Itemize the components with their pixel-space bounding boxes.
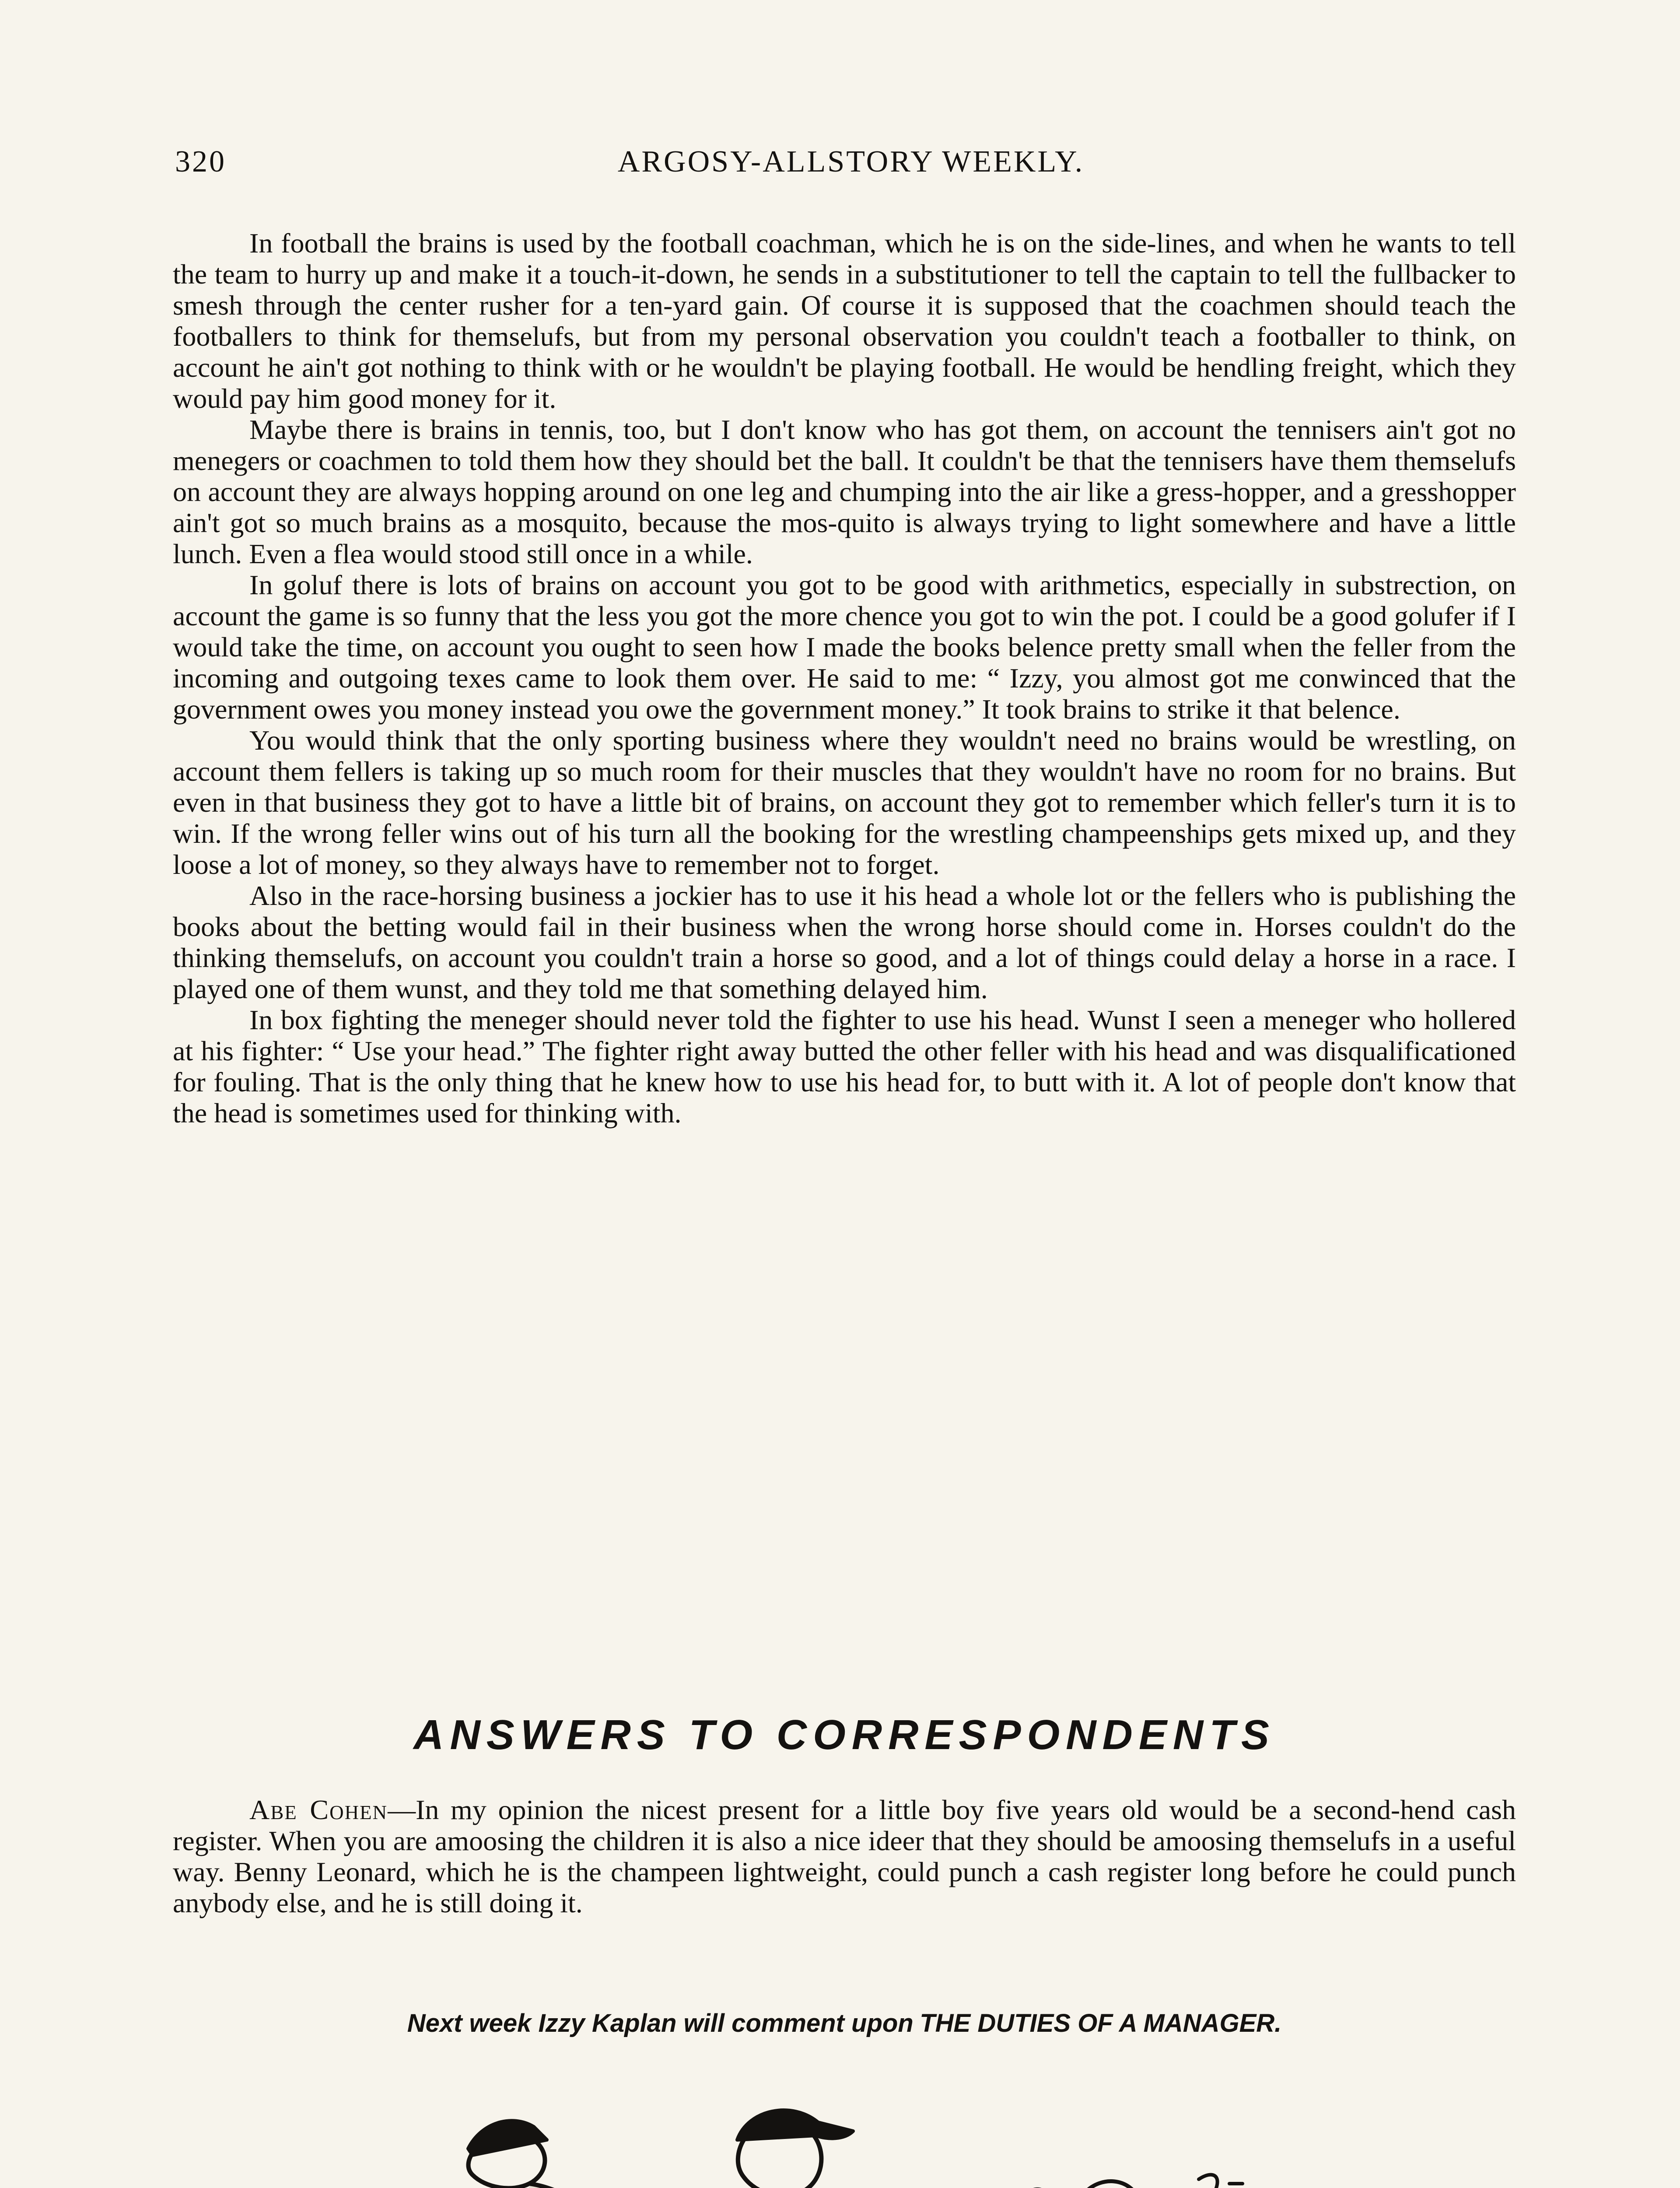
answers-section: [173, 1794, 1516, 1918]
paragraph-boxing: In box fighting the meneger should never told the fighter to use his head. Wunst I seen a meneger who hollered at his fighter: “ Use your head.” The fighter right away butted the other feller with his head and was disqualificationed for fouling. That is the only thing that he knew how to use his head for, to butt with it. A lot of people don't know that the head is sometimes used for thinking with.: [173, 1004, 1516, 1129]
page-header: [175, 144, 1527, 193]
answer-text: —In my opinion the nicest present for a little boy five years old would be a second-hend cash register. When you are amoosing the children it is also a nice ideer that they should be amoosing themselufs in a useful way. Benny Leonard, which he is the champeen lightweight, could punch a cash register long before he could punch anybody else, and he is still doing it.: [173, 1794, 1516, 1918]
page-number: 320: [175, 145, 226, 179]
paragraph-golf: In goluf there is lots of brains on account you got to be good with arithmetics, especially in substrection, on account the game is so funny that the less you got the more chence you got to win the pot. I could be a good golufer if I would take the time, on account you ought to seen how I made the books belence pretty small when the feller from the incoming and outgoing texes came to look them over. He said to me: “ Izzy, you almost got me conwinced that the government owes you money instead you owe the government money.” It took brains to strike it that belence.: [173, 569, 1516, 725]
next-week-teaser: [173, 2009, 1516, 2038]
correspondent-name: Abe Cohen: [249, 1794, 388, 1825]
next-week-topic: THE DUTIES OF A MANAGER.: [920, 2009, 1282, 2037]
running-title: ARGOSY-ALLSTORY WEEKLY.: [617, 145, 1085, 179]
answers-heading: ANSWERS TO CORRESPONDENTS: [413, 1711, 1275, 1758]
paragraph-tennis: Maybe there is brains in tennis, too, but I don't know who has got them, on account the tennisers ain't got no menegers or coachmen to told them how they should bet the ball. It couldn't be that the tennisers have them themselufs on account they are always hopping around on one leg and chumping into the air like a gress-hopper, and a gresshopper ain't got so much brains as a mosquito, because the mos-quito is always trying to light somewhere and have a little lunch. Even a flea would stood still once in a while.: [173, 414, 1516, 569]
paragraph-wrestling: You would think that the only sporting business where they wouldn't need no brains would be wrestling, on account them fellers is taking up so much room for their muscles that they wouldn't have no room for no brains. But even in that business they got to have a little bit of brains, on account they got to remember which feller's turn it is to win. If the wrong feller wins out of his turn all the booking for the wrestling champeenships gets mixed up, and they loose a lot of money, so they always have to remember not to forget.: [173, 725, 1516, 880]
answer-paragraph: [173, 1794, 1516, 1918]
next-week-lead: Next week Izzy Kaplan will comment upon: [407, 2009, 914, 2037]
paragraph-horse-racing: Also in the race-horsing business a jockier has to use it his head a whole lot or the fellers who is publishing the books about the betting would fail in their business when the wrong horse should come in. Horses couldn't do the thinking themselufs, on account you couldn't train a horse so good, and a lot of things could delay a horse in a race. I played one of them wunst, and they told me that something delayed him.: [173, 880, 1516, 1004]
jockey-race-illustration: [341, 2083, 1356, 2188]
paragraph-football: In football the brains is used by the football coachman, which he is on the side-lines, and when he wants to tell the team to hurry up and make it a touch-it-down, he sends in a substitutioner to tell the captain to tell the fullbacker to smesh through the center rusher for a ten-yard gain. Of course it is supposed that the coachmen should teach the footballers to think for themselufs, but from my personal observation you couldn't teach a footballer to think, on account he ain't got nothing to think with or he wouldn't be playing football. He would be hendling freight, which they would pay him good money for it.: [173, 228, 1516, 414]
article-body: [173, 228, 1516, 1129]
